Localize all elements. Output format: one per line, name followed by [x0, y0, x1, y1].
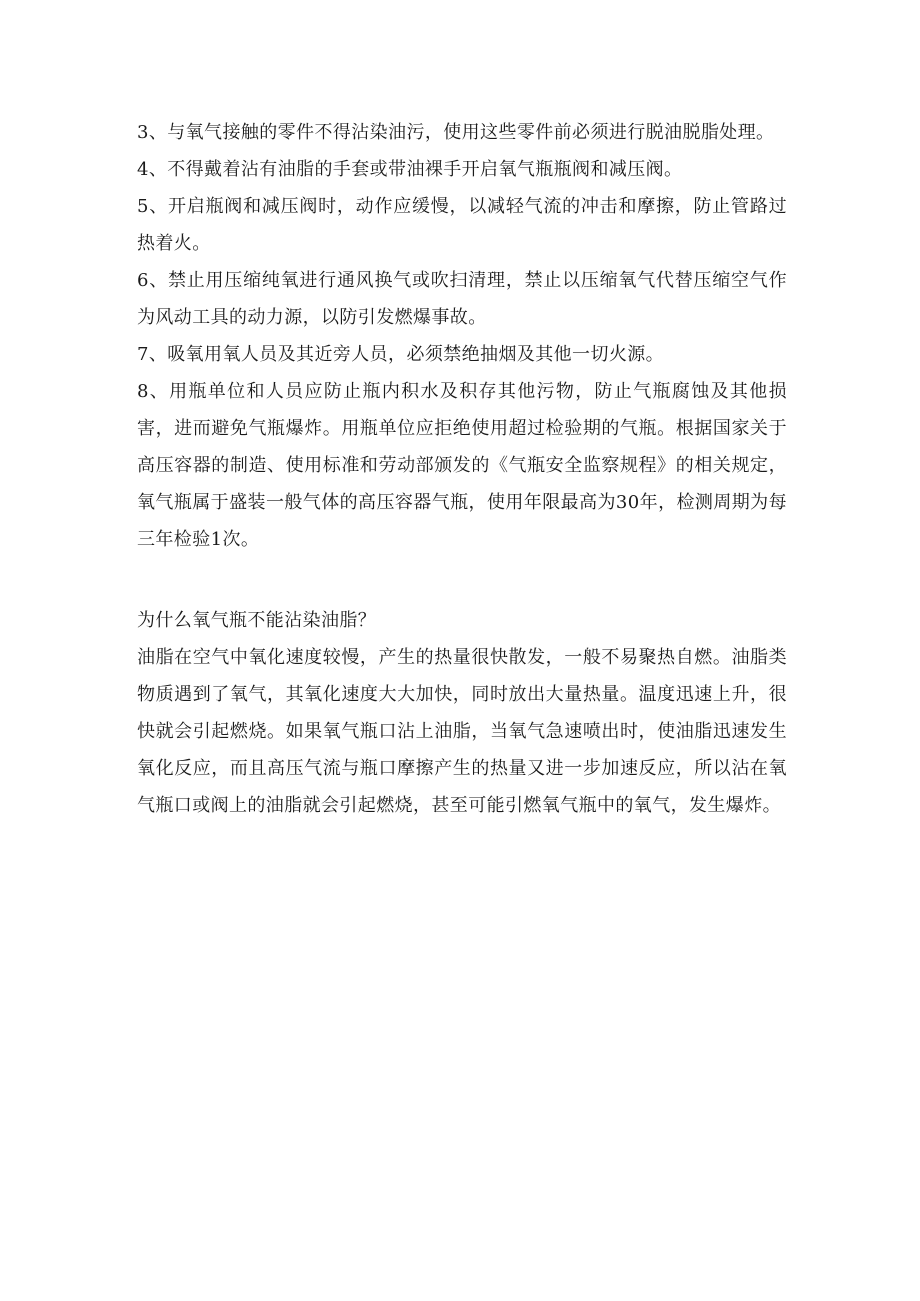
question-heading: 为什么氧气瓶不能沾染油脂？	[137, 610, 377, 631]
list-item-4: 4、不得戴着沾有油脂的手套或带油裸手开启氧气瓶瓶阀和减压阀。	[137, 159, 683, 180]
list-item-6: 6、禁止用压缩纯氧进行通风换气或吹扫清理，禁止以压缩氧气代替压缩空气作为风动工具的动力源，以防引发燃爆事故。	[137, 270, 787, 328]
list-item-7: 7、吸氧用氧人员及其近旁人员，必须禁绝抽烟及其他一切火源。	[137, 344, 665, 365]
answer-paragraph: 油脂在空气中氧化速度较慢，产生的热量很快散发，一般不易聚热自燃。油脂类物质遇到了氧气，其氧化速度大大加快，同时放出大量热量。温度迅速上升，很快就会引起燃烧。如果氧气瓶口沾上油脂，当氧气急速喷出时，使油脂迅速发生氧化反应，而且高压气流与瓶口摩擦产生的热量又进一步加速反应，所以沾在氧气瓶口或阀上的油脂就会引起燃烧，甚至可能引燃氧气瓶中的氧气，发生爆炸。	[137, 647, 787, 816]
list-item-5: 5、开启瓶阀和减压阀时，动作应缓慢，以减轻气流的冲击和摩擦，防止管路过热着火。	[137, 196, 787, 254]
list-item-8: 8、用瓶单位和人员应防止瓶内积水及积存其他污物，防止气瓶腐蚀及其他损害，进而避免气瓶爆炸。用瓶单位应拒绝使用超过检验期的气瓶。根据国家关于高压容器的制造、使用标准和劳动部颁发的《气瓶安全监察规程》的相关规定，氧气瓶属于盛装一般气体的高压容器气瓶，使用年限最高为30年，检测周期为每三年检验1次。	[137, 381, 787, 550]
list-item-3: 3、与氧气接触的零件不得沾染油污，使用这些零件前必须进行脱油脱脂处理。	[137, 122, 775, 143]
document-body	[137, 114, 787, 824]
